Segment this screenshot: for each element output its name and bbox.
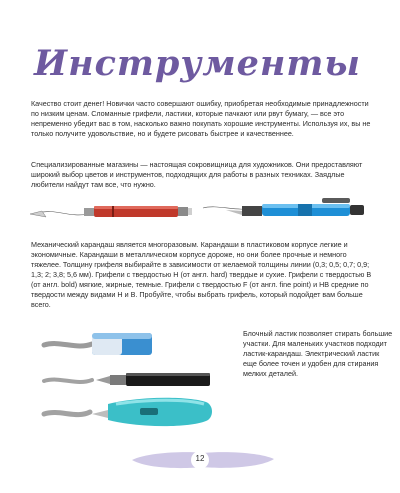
eraser-caption: Блочный ластик позволяет стирать большие участки. Для маленьких участков подходит ластик-карандаш. Электрический ластик еще более точен и удобен для стирания мелких деталей. — [243, 329, 393, 378]
block-eraser — [44, 333, 152, 355]
page-title: Инструменты — [34, 43, 362, 84]
electric-eraser — [44, 398, 212, 426]
mechanical-pencil-paragraph: Механический карандаш является многоразовым. Карандаши в пластиковом корпусе легкие и экономичные. Карандаши в металлическом корпусе дороже, но они более прочные и немного тяжелее. Толщину грифеля выбирайте в зависимости от желаемой толщины линии (0,3; 0,5; 0,7; 0,9; 1,3; 2; 3,8; 5,6 мм). Грифели с твердостью H (от англ. hard) твердые и сухие. Грифели с твердостью B (от англ. bold) мягкие, жирные, темные. Грифели с твердостью F (от англ. fine point) и HB средние по твердости между видами H и B. Пробуйте, чтобы выбрать грифель, который подойдет вам больше всего. — [31, 240, 372, 309]
page-number: 12 — [195, 454, 205, 463]
intro-paragraph: Качество стоит денег! Новички часто совершают ошибку, приобретая необходимые принадлежности по низким ценам. Сломанные грифели, ластики, которые пачкают или рвут бумагу, — все это непременно убедит вас в том, насколько важно покупать хорошие инструменты. Используя их, вы не только получите удовольствие, но и будете рисовать быстрее и качественнее. — [31, 99, 371, 138]
shops-paragraph: Специализированные магазины — настоящая сокровищница для художников. Они предоставляют широкий выбор цветов и инструментов, подходящих для работы в разных техниках. Заядлые любители найдут там все, что нужно. — [31, 160, 363, 189]
pencil-eraser — [44, 373, 210, 386]
